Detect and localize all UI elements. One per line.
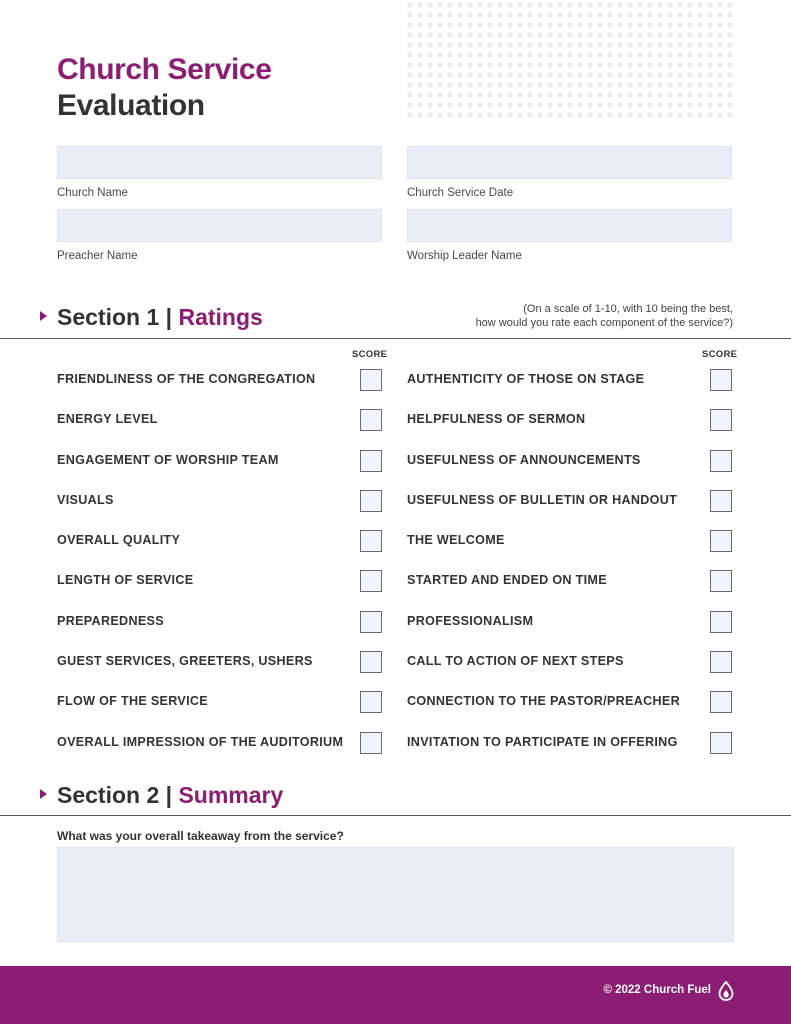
- score-box-right[interactable]: [710, 369, 732, 391]
- score-box-right[interactable]: [710, 570, 732, 592]
- footer-bar: [0, 966, 791, 1024]
- score-box-left[interactable]: [360, 691, 382, 713]
- rating-scale-note-line-1: (On a scale of 1-10, with 10 being the best,: [523, 303, 733, 315]
- rating-row: [407, 527, 737, 567]
- section-1-accent: Ratings: [178, 304, 263, 330]
- rating-row: [57, 366, 387, 406]
- ratings-column-right: [407, 366, 737, 769]
- takeaway-answer-box[interactable]: [57, 847, 734, 942]
- score-box-right[interactable]: [710, 651, 732, 673]
- page-title: [57, 52, 272, 124]
- rating-item-label: USEFULNESS OF BULLETIN OR HANDOUT: [407, 492, 678, 507]
- rating-row: [407, 366, 737, 406]
- rating-row: [407, 406, 737, 446]
- rating-row: [57, 487, 387, 527]
- section-1-heading: [40, 304, 263, 331]
- rating-row: [57, 608, 387, 648]
- section-2-divider: [0, 815, 791, 816]
- rating-row: [407, 487, 737, 527]
- rating-scale-note: [476, 302, 733, 330]
- preacher-name-input[interactable]: [58, 210, 385, 243]
- rating-row: [57, 688, 387, 728]
- rating-item-label: PREPAREDNESS: [57, 613, 164, 628]
- flame-drop-icon: [717, 981, 735, 1001]
- rating-item-label: AUTHENTICITY OF THOSE ON STAGE: [407, 372, 645, 386]
- score-box-right[interactable]: [710, 490, 732, 512]
- rating-item-label: FLOW OF THE SERVICE: [57, 694, 209, 709]
- rating-row: [57, 567, 387, 607]
- score-box-right[interactable]: [710, 611, 732, 633]
- score-box-right[interactable]: [710, 732, 732, 754]
- church-name-input[interactable]: [58, 147, 385, 180]
- worship-leader-input[interactable]: [408, 210, 735, 243]
- rating-scale-note-line-2: how would you rate each component of the service?): [475, 317, 733, 329]
- worship-leader-input-box[interactable]: [407, 209, 732, 242]
- section-2-accent: Summary: [178, 782, 284, 808]
- section-2-heading: [40, 782, 283, 809]
- church-name-field: [57, 146, 382, 199]
- triangle-right-icon: [40, 311, 47, 321]
- rating-item-label: INVITATION TO PARTICIPATE IN OFFERING: [407, 734, 678, 749]
- service-date-input[interactable]: [408, 147, 735, 180]
- church-name-input-box[interactable]: [57, 146, 382, 179]
- worship-leader-field: [407, 209, 732, 262]
- score-box-left[interactable]: [360, 570, 382, 592]
- rating-row: [57, 406, 387, 446]
- section-1-divider: [0, 338, 791, 339]
- score-box-right[interactable]: [710, 409, 732, 431]
- service-date-field: [407, 146, 732, 199]
- rating-row: [57, 648, 387, 688]
- score-box-left[interactable]: [360, 409, 382, 431]
- rating-item-label: OVERALL QUALITY: [57, 533, 181, 548]
- rating-item-label: THE WELCOME: [407, 533, 505, 548]
- ratings-column-left: [57, 366, 387, 769]
- rating-row: [57, 729, 387, 769]
- takeaway-question: What was your overall takeaway from the service?: [57, 829, 344, 843]
- score-header-left: SCORE: [352, 349, 388, 360]
- church-name-label: Church Name: [57, 187, 128, 199]
- score-box-left[interactable]: [360, 611, 382, 633]
- score-box-right[interactable]: [710, 530, 732, 552]
- service-date-input-box[interactable]: [407, 146, 732, 179]
- rating-item-label: ENERGY LEVEL: [57, 412, 158, 427]
- rating-row: [57, 447, 387, 487]
- rating-row: [407, 567, 737, 607]
- preacher-name-input-box[interactable]: [57, 209, 382, 242]
- score-box-right[interactable]: [710, 691, 732, 713]
- section-1-prefix: Section 1 |: [57, 304, 179, 330]
- score-box-left[interactable]: [360, 369, 382, 391]
- rating-item-label: OVERALL IMPRESSION OF THE AUDITORIUM: [57, 734, 344, 749]
- dot-pattern-decoration: [405, 0, 735, 120]
- rating-row: [407, 688, 737, 728]
- rating-item-label: CONNECTION TO THE PASTOR/PREACHER: [407, 694, 680, 709]
- rating-item-label: GUEST SERVICES, GREETERS, USHERS: [57, 654, 313, 669]
- score-box-left[interactable]: [360, 450, 382, 472]
- preacher-name-label: Preacher Name: [57, 250, 138, 262]
- rating-item-label: FRIENDLINESS OF THE CONGREGATION: [57, 372, 316, 386]
- rating-row: [407, 447, 737, 487]
- copyright-text: © 2022 Church Fuel: [603, 984, 711, 996]
- rating-row: [57, 527, 387, 567]
- score-box-left[interactable]: [360, 530, 382, 552]
- score-box-right[interactable]: [710, 450, 732, 472]
- rating-item-label: ENGAGEMENT OF WORSHIP TEAM: [57, 452, 279, 467]
- rating-row: [407, 729, 737, 769]
- rating-row: [407, 648, 737, 688]
- section-2-prefix: Section 2 |: [57, 782, 179, 808]
- worship-leader-label: Worship Leader Name: [407, 250, 522, 262]
- triangle-right-icon: [40, 789, 47, 799]
- score-header-right: SCORE: [702, 349, 738, 360]
- service-date-label: Church Service Date: [407, 187, 514, 199]
- title-line-1: Church Service: [57, 53, 272, 86]
- preacher-name-field: [57, 209, 382, 262]
- rating-item-label: STARTED AND ENDED ON TIME: [407, 573, 607, 588]
- rating-row: [407, 608, 737, 648]
- title-line-2: Evaluation: [57, 89, 205, 122]
- score-box-left[interactable]: [360, 651, 382, 673]
- rating-item-label: USEFULNESS OF ANNOUNCEMENTS: [407, 452, 641, 467]
- rating-item-label: CALL TO ACTION OF NEXT STEPS: [407, 654, 624, 669]
- rating-item-label: HELPFULNESS OF SERMON: [407, 412, 586, 427]
- rating-item-label: VISUALS: [57, 492, 114, 507]
- rating-item-label: PROFESSIONALISM: [407, 613, 534, 628]
- score-box-left[interactable]: [360, 732, 382, 754]
- score-box-left[interactable]: [360, 490, 382, 512]
- rating-item-label: LENGTH OF SERVICE: [57, 573, 194, 588]
